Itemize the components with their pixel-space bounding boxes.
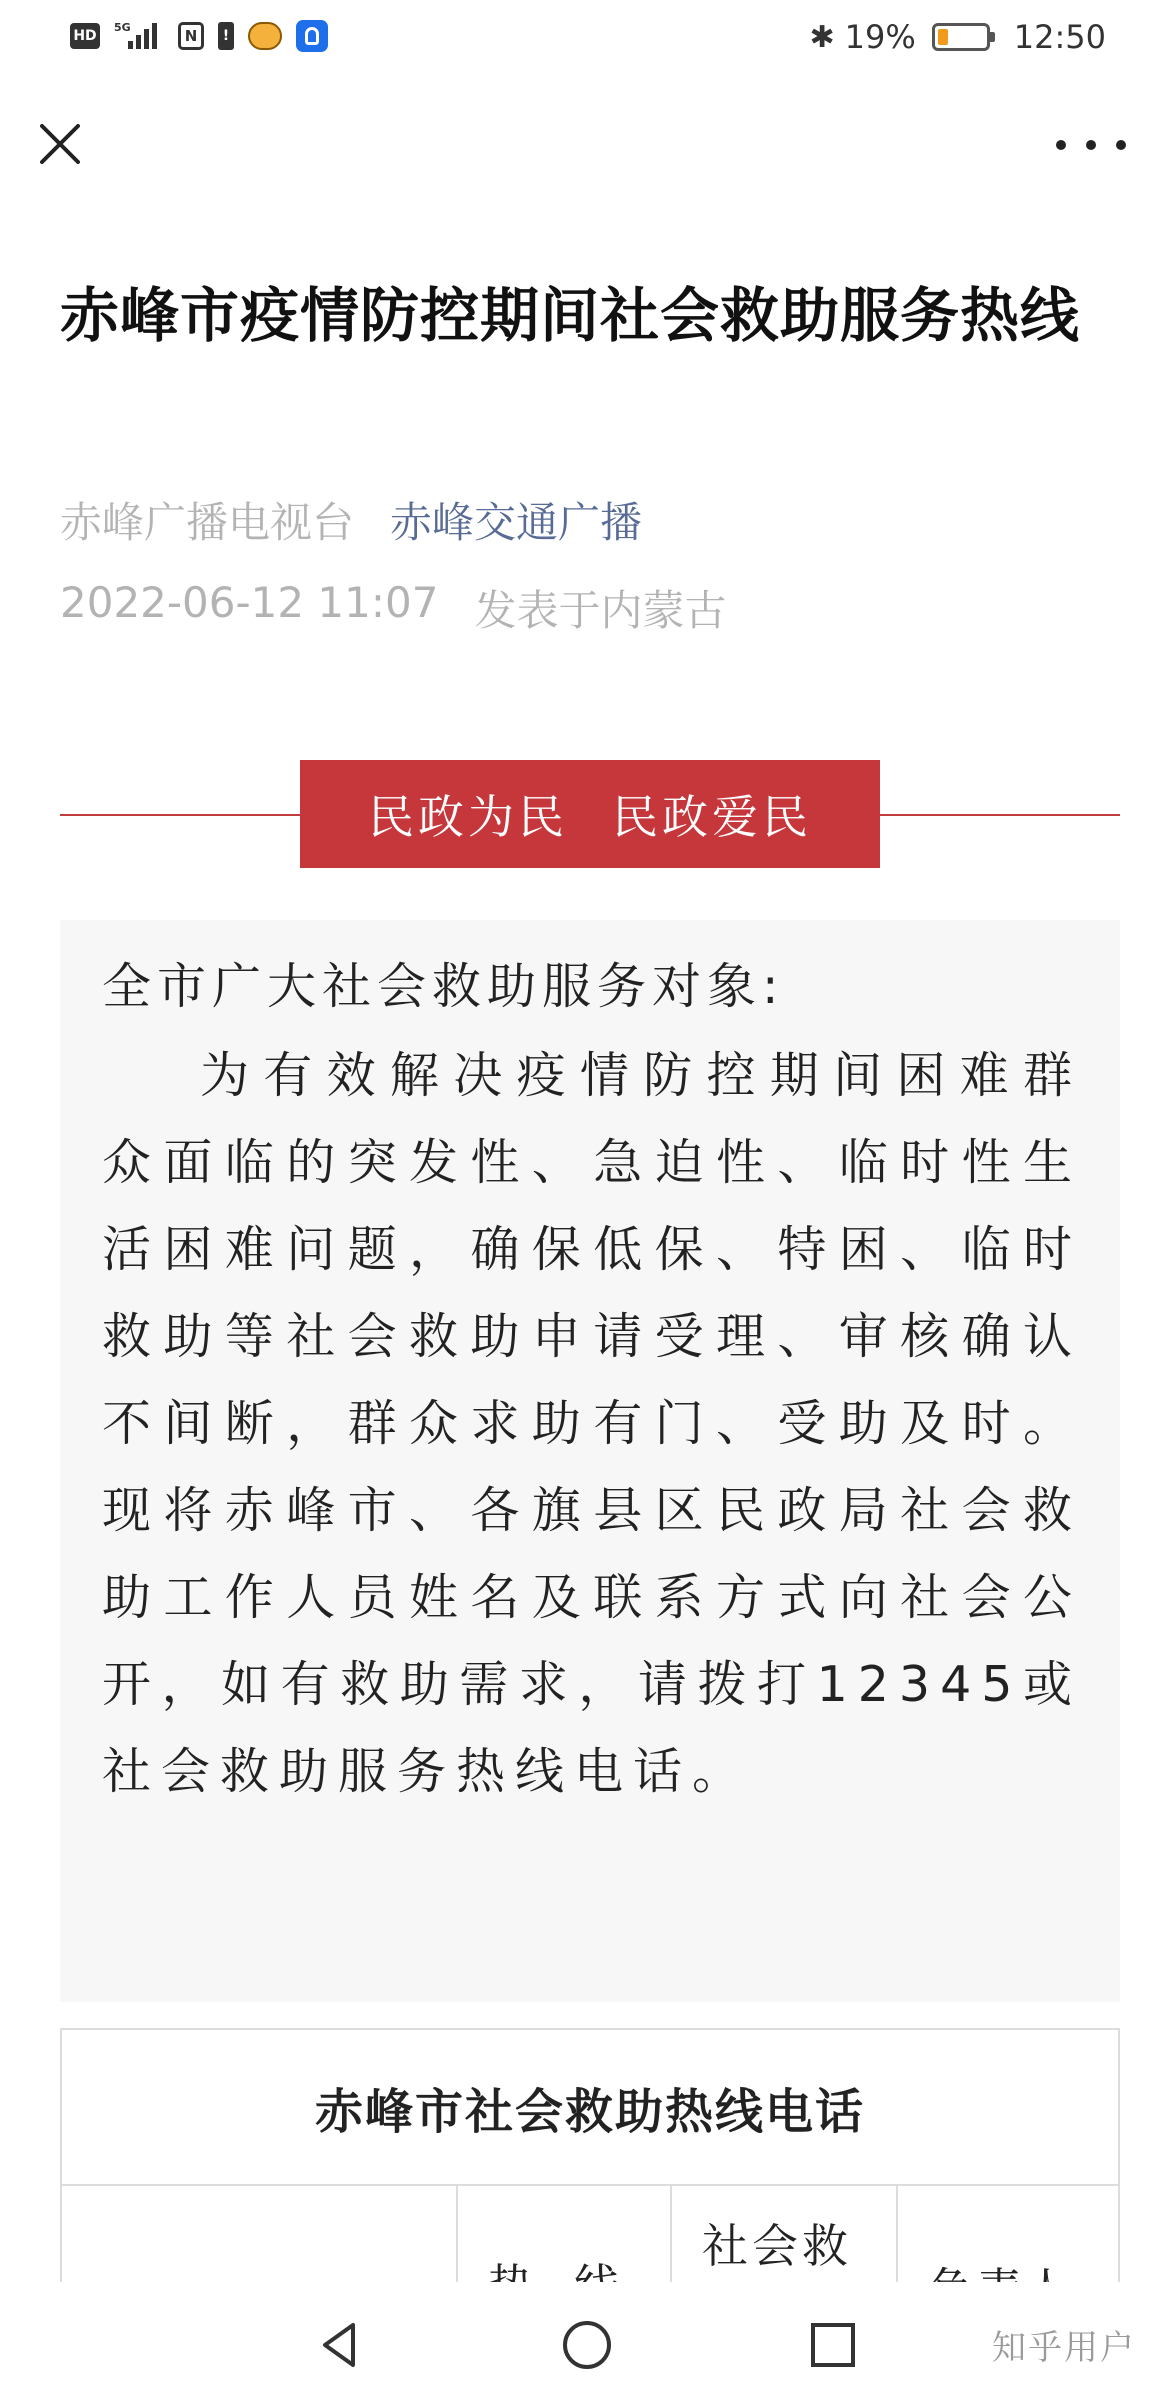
table-title: 赤峰市社会救助热线电话 [62,2030,1118,2186]
table-header-row [62,2186,1118,2296]
battery-percent: 19% [844,18,916,56]
table-header-cell [458,2186,672,2296]
close-icon [38,122,82,166]
cat-app-icon [248,22,282,50]
home-button[interactable] [552,2310,622,2380]
notice-salutation: 全市广大社会救助服务对象: [102,958,785,1015]
recent-apps-icon [805,2317,861,2373]
bulb-app-icon [296,20,328,52]
status-icons-left [70,20,328,52]
account-link[interactable]: 赤峰交通广播 [390,498,643,547]
status-icons-right [810,18,1106,56]
home-icon [559,2317,615,2373]
alert-icon: ! [218,22,234,50]
recent-apps-button[interactable] [798,2310,868,2380]
banner-box [300,760,880,868]
battery-icon [932,23,990,51]
banner-divider-left [60,814,300,816]
article-source: 赤峰广播电视台 [60,498,355,547]
publish-datetime: 2022-06-12 11:07 [60,578,439,627]
table-header-cell [898,2186,1122,2296]
notice-body: 为有效解决疫情防控期间困难群众面临的突发性、急迫性、临时性生活困难问题，确保低保、特困、临时救助等社会救助申请受理、审核确认不间断，群众求助有门、受助及时。现将赤峰市、各旗县区民政局社会救助工作人员姓名及联系方式向社会公开，如有救助需求，请拨打12345或社会救助服务热线电话。 [102,1047,1082,1800]
article-meta-row [60,578,727,638]
publish-location: 发表于内蒙古 [474,586,727,635]
back-icon [313,2317,369,2373]
watermark-text: 知乎用户 [992,2328,1136,2368]
more-button[interactable] [1056,120,1126,170]
hd-icon: HD [70,23,100,49]
top-nav [0,100,1176,190]
banner-text-1: 民政为民 [368,790,568,844]
article-source-row [60,490,642,550]
clock: 12:50 [1013,18,1106,56]
bluetooth-icon: ✱ [809,19,835,55]
more-icon [1056,140,1066,150]
back-button[interactable] [306,2310,376,2380]
network-type-label: 5G [114,21,131,34]
nfc-icon: N [178,22,204,50]
signal-icon [114,21,164,51]
banner-divider-right [880,814,1120,816]
banner-text-2: 民政爱民 [612,790,812,844]
table-header-cell [62,2186,458,2296]
section-banner [60,760,1120,868]
close-button[interactable] [30,114,90,174]
notice-block [60,920,1120,2002]
table-header-cell: 社会救 [672,2186,898,2296]
hotline-table [60,2028,1120,2288]
article-title: 赤峰市疫情防控期间社会救助服务热线 [60,281,1081,350]
status-bar [0,0,1176,72]
